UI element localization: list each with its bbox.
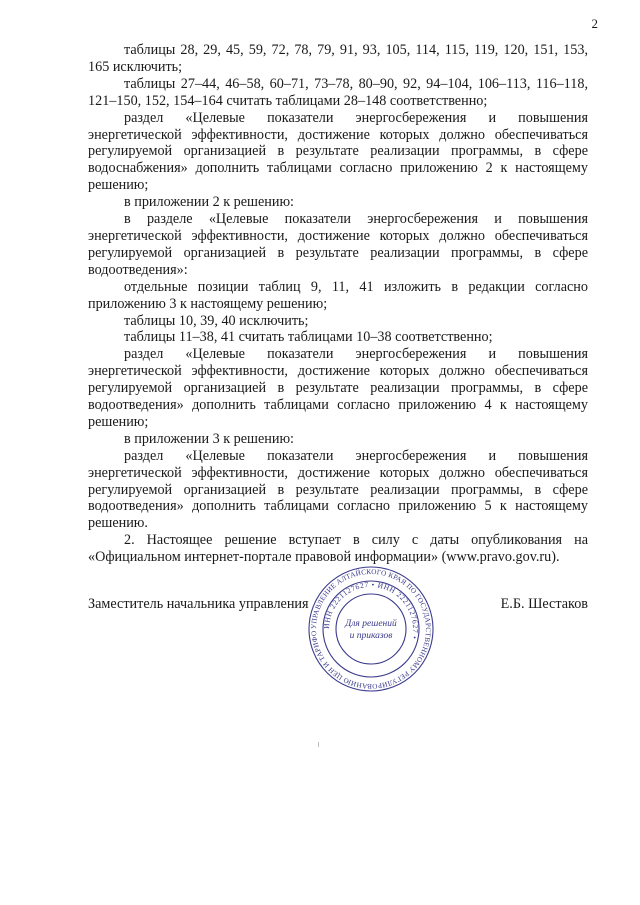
document-body	[88, 42, 588, 566]
paragraph: отдельные позиции таблиц 9, 11, 41 изложить в редакции согласно приложению 3 к настоящему решению;	[88, 278, 588, 312]
paragraph: таблицы 11–38, 41 считать таблицами 10–38 соответственно;	[124, 329, 493, 346]
page-number: 2	[591, 16, 598, 31]
svg-text:УПРАВЛЕНИЕ АЛТАЙСКОГО КРАЯ ПО: УПРАВЛЕНИЕ АЛТАЙСКОГО КРАЯ ПО ГОСУДАРСТВЕННОМУ РЕГУЛИРОВАНИЮ ЦЕН И ТАРИФО	[309, 567, 433, 691]
paragraph: в разделе «Целевые показатели энергосбережения и повышения энергетической эффективности, достижение которых должно обеспечиваться регулируемой организацией в результате реализации программы, в сфере водоотведения»:	[88, 211, 588, 278]
paragraph: таблицы 10, 39, 40 исключить;	[124, 312, 309, 329]
paragraph: таблицы 27–44, 46–58, 60–71, 73–78, 80–90, 92, 94–104, 106–113, 116–118, 121–150, 152, 154–164 считать таблицами 28–148 соответственно;	[88, 75, 588, 109]
paragraph: раздел «Целевые показатели энергосбережения и повышения энергетической эффективности, достижение которых должно обеспечиваться регулируемой организацией в результате реализации программы, в сфере водоотведения» дополнить таблицами согласно приложению 5 к настоящему решению.	[88, 447, 588, 532]
svg-text:ИНН 2221127627 • ИНН 222112762: ИНН 2221127627 • ИНН 2221127627 •	[321, 579, 421, 641]
signatory-name: Е.Б. Шестаков	[500, 596, 588, 612]
svg-text:Для решений: Для решений	[345, 619, 397, 629]
paragraph: в приложении 2 к решению:	[124, 194, 295, 211]
signatory-position: Заместитель начальника управления	[88, 596, 309, 612]
paragraph: раздел «Целевые показатели энергосбережения и повышения энергетической эффективности, достижение которых должно обеспечиваться регулируемой организацией в результате реализации программы, в сфере водоотведения» дополнить таблицами согласно приложению 4 к настоящему решению;	[88, 346, 588, 430]
stamp-seal	[306, 564, 436, 694]
svg-text:и приказов: и приказов	[349, 631, 393, 641]
scan-artifact	[318, 742, 319, 747]
paragraph: в приложении 3 к решению:	[124, 430, 295, 447]
official-stamp	[306, 564, 436, 694]
paragraph: таблицы 28, 29, 45, 59, 72, 78, 79, 91, 93, 105, 114, 115, 119, 120, 151, 153, 165 исключить;	[88, 42, 588, 75]
paragraph: раздел «Целевые показатели энергосбережения и повышения энергетической эффективности, достижение которых должно обеспечиваться регулируемой организацией в результате реализации программы, в сфере водоснабжения» дополнить таблицами согласно приложению 2 к настоящему решению;	[88, 109, 588, 194]
paragraph: 2. Настоящее решение вступает в силу с даты опубликования на «Официальном интернет-портале правовой информации» (www.pravo.gov.ru).	[88, 532, 588, 566]
